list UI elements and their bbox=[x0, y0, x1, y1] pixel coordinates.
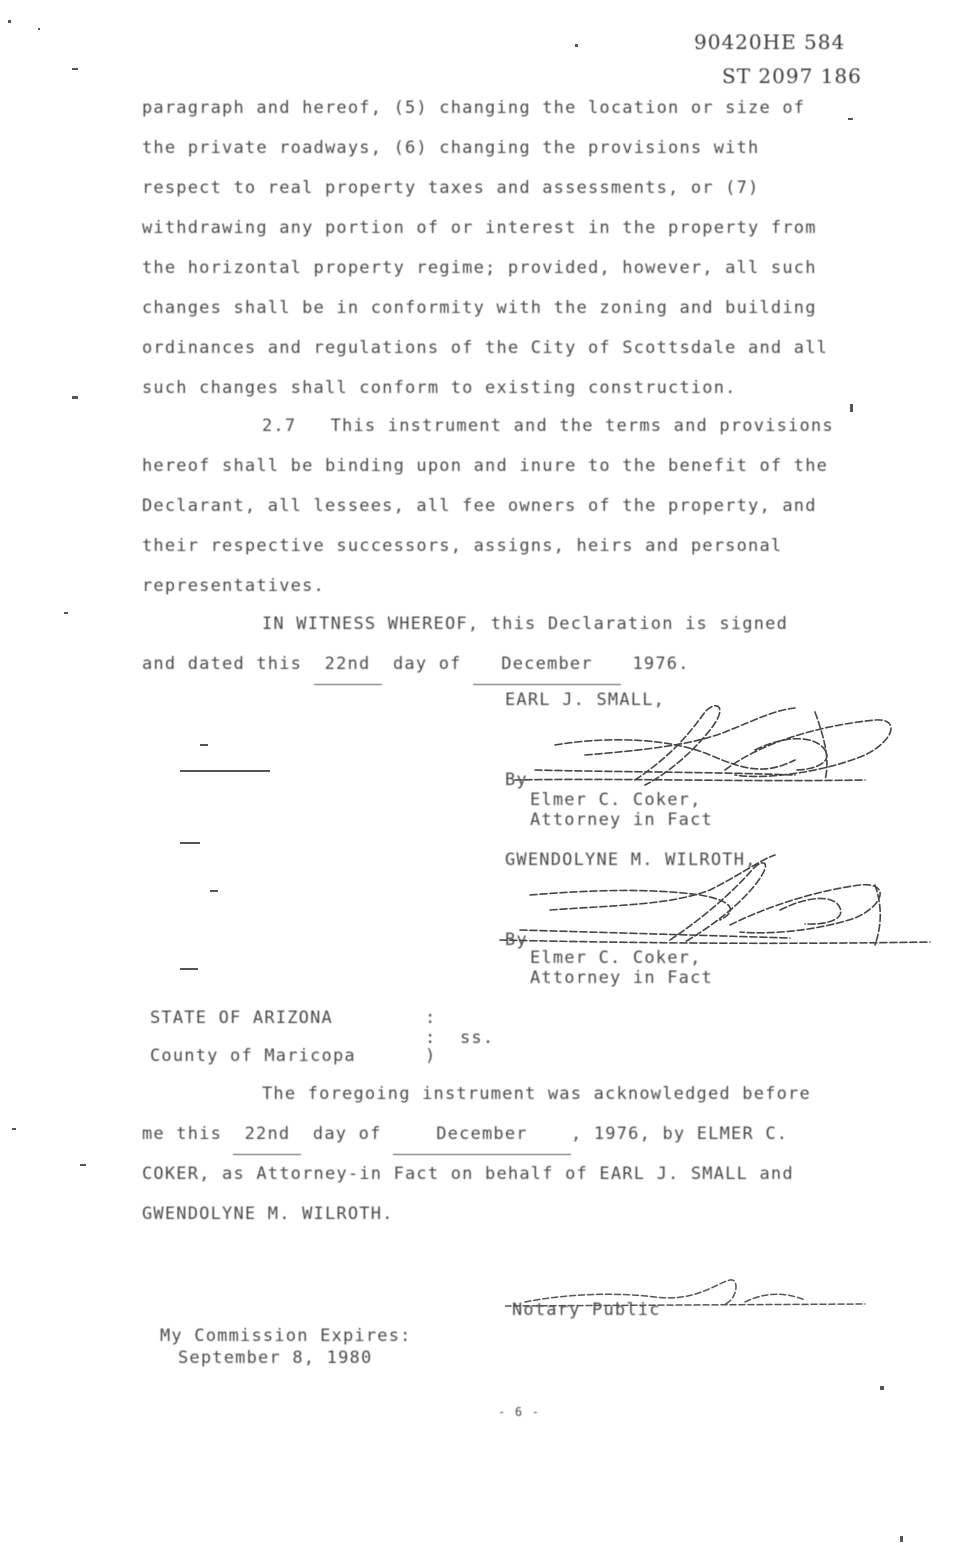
witness-date-line bbox=[142, 644, 862, 684]
venue-state: STATE OF ARIZONA bbox=[150, 1008, 333, 1028]
scan-speck bbox=[850, 404, 853, 412]
scan-speck bbox=[8, 20, 11, 23]
venue-county: County of Maricopa bbox=[150, 1046, 356, 1066]
scan-speck bbox=[180, 770, 270, 772]
body-line: withdrawing any portion of or interest in the property from bbox=[142, 218, 817, 238]
ack-month: December bbox=[393, 1114, 571, 1155]
ack-mid: day of bbox=[312, 1124, 382, 1144]
section-line: their respective successors, assigns, heirs and personal bbox=[142, 536, 783, 556]
scan-speck bbox=[200, 744, 208, 746]
ack-line-3: COKER, as Attorney-in Fact on behalf of EARL J. SMALL and bbox=[142, 1164, 794, 1184]
section-text: This instrument and the terms and provisions bbox=[330, 416, 834, 436]
scan-speck bbox=[180, 842, 200, 844]
acknowledgment bbox=[142, 1074, 862, 1234]
witness-clause bbox=[142, 604, 862, 684]
witness-line: IN WITNESS WHEREOF, this Declaration is signed bbox=[262, 614, 789, 634]
body-line: paragraph and hereof, (5) changing the location or size of bbox=[142, 98, 806, 118]
venue-colon-1: : bbox=[425, 1008, 437, 1028]
notary-label: Notary Public bbox=[512, 1300, 661, 1320]
body-line: respect to real property taxes and assessments, or (7) bbox=[142, 178, 760, 198]
scan-speck bbox=[880, 1386, 884, 1390]
body-paragraph bbox=[142, 88, 862, 408]
section-line: Declarant, all lessees, all fee owners of the property, and bbox=[142, 496, 817, 516]
body-line: the horizontal property regime; provided, however, all such bbox=[142, 258, 817, 278]
signatory-2-title: Attorney in Fact bbox=[530, 968, 713, 988]
page-number: - 6 - bbox=[498, 1405, 541, 1419]
section-line: representatives. bbox=[142, 576, 325, 596]
scan-speck bbox=[80, 1164, 86, 1166]
signatory-1-by: By bbox=[505, 770, 528, 790]
ack-line-4: GWENDOLYNE M. WILROTH. bbox=[142, 1204, 394, 1224]
signatory-1-signer: Elmer C. Coker, bbox=[530, 790, 702, 810]
signature-2-image bbox=[490, 850, 940, 960]
section-2-7 bbox=[142, 406, 862, 606]
witness-month: December bbox=[473, 644, 621, 685]
section-number: 2.7 bbox=[262, 416, 297, 436]
witness-prefix: and dated this bbox=[142, 654, 303, 674]
commission-line-1: My Commission Expires: bbox=[160, 1326, 412, 1346]
signatory-1-title: Attorney in Fact bbox=[530, 810, 713, 830]
venue-ss: ss. bbox=[460, 1028, 495, 1048]
signatory-2-by: By bbox=[505, 930, 528, 950]
scan-speck bbox=[848, 118, 853, 120]
section-line: hereof shall be binding upon and inure to the benefit of the bbox=[142, 456, 829, 476]
docket-page: ST 2097 186 bbox=[722, 64, 862, 88]
scan-speck bbox=[38, 28, 40, 30]
ack-line-1: The foregoing instrument was acknowledged before bbox=[262, 1084, 811, 1104]
signatory-2-name: GWENDOLYNE M. WILROTH, bbox=[505, 850, 757, 870]
witness-year: 1976. bbox=[632, 654, 690, 674]
scan-speck bbox=[900, 1536, 903, 1542]
ack-line-2 bbox=[142, 1114, 862, 1154]
venue-colon-2: : bbox=[425, 1028, 437, 1048]
scan-speck bbox=[575, 44, 578, 47]
ack-suffix: , 1976, by ELMER C. bbox=[570, 1124, 789, 1144]
scan-speck bbox=[64, 612, 68, 614]
scan-speck bbox=[72, 68, 78, 70]
section-first-line bbox=[142, 406, 862, 446]
scan-speck bbox=[210, 890, 218, 892]
witness-day: 22nd bbox=[314, 644, 382, 685]
body-line: changes shall be in conformity with the zoning and building bbox=[142, 298, 817, 318]
body-line: the private roadways, (6) changing the provisions with bbox=[142, 138, 760, 158]
scan-speck bbox=[180, 968, 198, 970]
scan-speck bbox=[12, 1128, 16, 1130]
commission-line-2: September 8, 1980 bbox=[178, 1348, 373, 1368]
signatory-2-signer: Elmer C. Coker, bbox=[530, 948, 702, 968]
witness-mid: day of bbox=[392, 654, 462, 674]
ack-prefix: me this bbox=[142, 1124, 223, 1144]
ack-day: 22nd bbox=[233, 1114, 301, 1155]
signatory-1-name: EARL J. SMALL, bbox=[505, 690, 666, 710]
body-line: such changes shall conform to existing construction. bbox=[142, 378, 737, 398]
scan-speck bbox=[72, 396, 78, 399]
body-line: ordinances and regulations of the City of Scottsdale and all bbox=[142, 338, 829, 358]
docket-number: 90420HE 584 bbox=[694, 30, 846, 54]
venue-colon-3: ) bbox=[425, 1046, 437, 1066]
